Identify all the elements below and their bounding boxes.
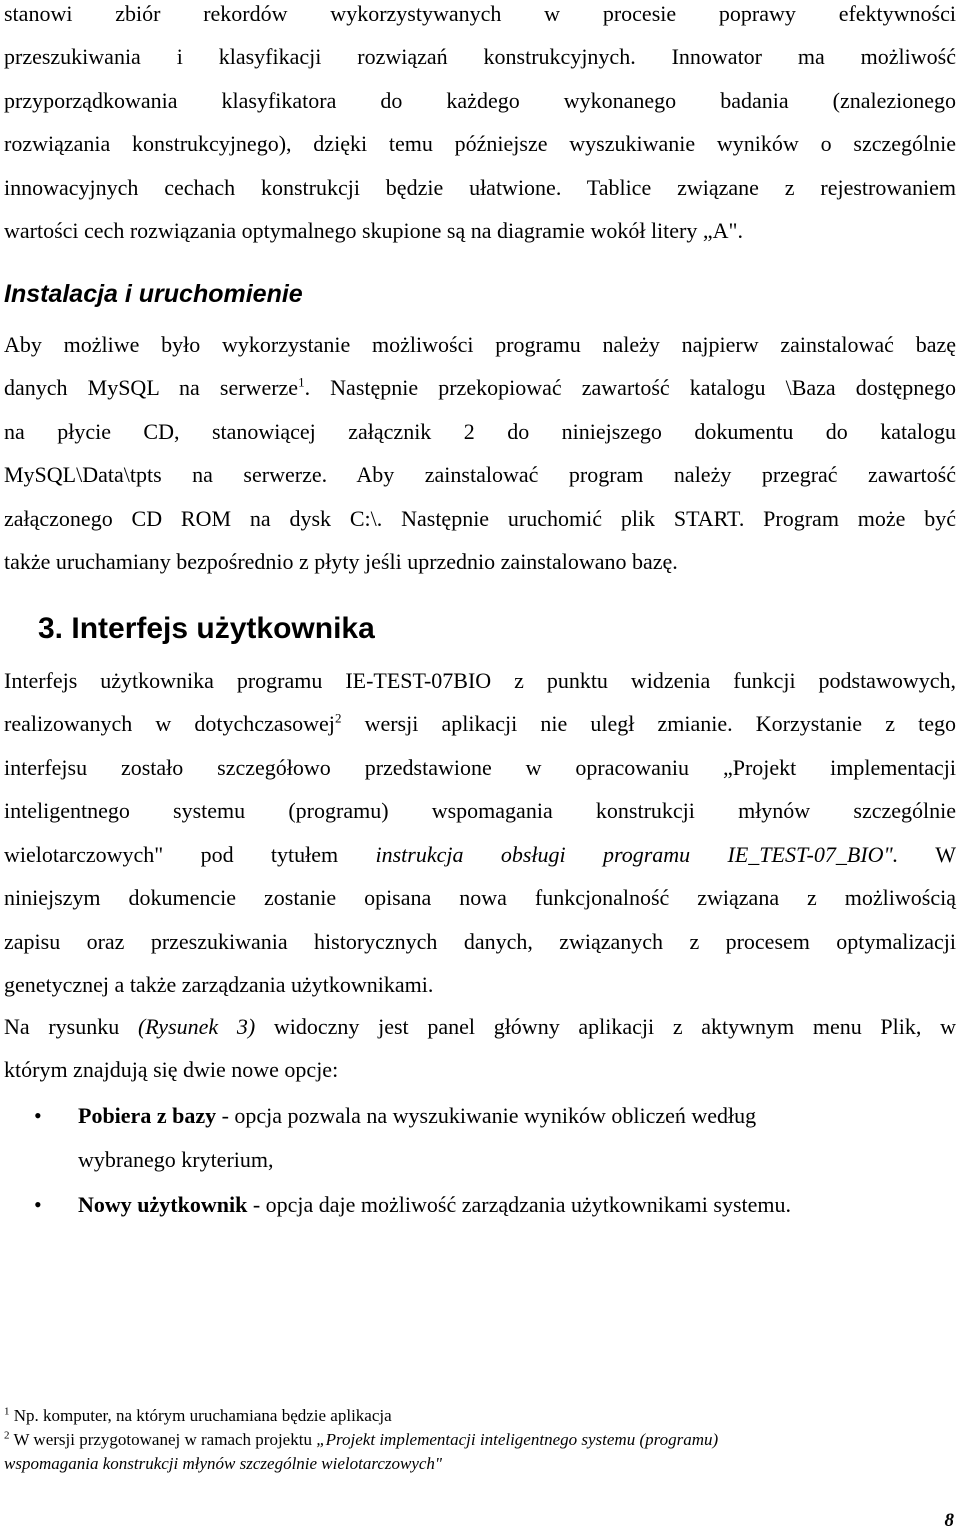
text-line: załączonego CD ROM na dysk C:\. Następnie uruchomić plik START. Program może być <box>4 506 956 531</box>
text-line: przyporządkowania klasyfikatora do każdego wykonanego badania (znalezionego <box>4 88 956 113</box>
text-line: rozwiązania konstrukcyjnego), dzięki temu późniejsze wyszukiwanie wyników o szczególnie <box>4 131 956 156</box>
list-item: Pobiera z bazy - opcja pozwala na wyszukiwanie wyników obliczeń według <box>78 1103 757 1128</box>
text-line: inteligentnego systemu (programu) wspomagania konstrukcji młynów szczególnie <box>4 798 956 823</box>
text-line: Aby możliwe było wykorzystanie możliwości programu należy najpierw zainstalować bazę <box>4 332 956 357</box>
text-line: stanowi zbiór rekordów wykorzystywanych w procesie poprawy efektywności <box>4 1 956 26</box>
footnote-2: $^2$ W wersji przygotowanej w ramach projektu „Projekt implementacji inteligentnego systemu (programu) <box>4 1429 719 1449</box>
footnote-2-continuation: wspomagania konstrukcji młynów szczególnie wielotarczowych" <box>4 1454 443 1473</box>
text-line: na płycie CD, stanowiącej załącznik 2 do niniejszego dokumentu do katalogu <box>4 419 956 444</box>
text-line: niniejszym dokumencie zostanie opisana nowa funkcjonalność związana z możliwością <box>4 885 956 910</box>
text-line: zapisu oraz przeszukiwania historycznych danych, związanych z procesem optymalizacji <box>4 929 956 954</box>
text-line: interfejsu zostało szczegółowo przedstawione w opracowaniu „Projekt implementacji <box>4 755 956 780</box>
bullet-icon: • <box>34 1192 42 1217</box>
text-line: także uruchamiany bezpośrednio z płyty jeśli uprzednio zainstalowano bazę. <box>4 549 678 574</box>
page-number: 8 <box>944 1510 954 1531</box>
text-line: realizowanych w dotychczasowej$^2$ wersji aplikacji nie uległ zmianie. Korzystanie z tego <box>4 710 956 736</box>
text-line: danych MySQL na serwerze$^1$. Następnie przekopiować zawartość katalogu \Baza dostępnego <box>4 374 956 400</box>
text-line: MySQL\Data\tpts na serwerze. Aby zainstalować program należy przegrać zawartość <box>4 462 956 487</box>
footnote-ref-1: 1 <box>298 374 305 390</box>
text-line: Na rysunku (Rysunek 3) widoczny jest panel główny aplikacji z aktywnym menu Plik, w <box>4 1014 956 1039</box>
text-line: wartości cech rozwiązania optymalnego skupione są na diagramie wokół litery „A". <box>4 218 743 243</box>
text-line: wielotarczowych" pod tytułem instrukcja obsługi programu IE_TEST-07_BIO". W <box>4 842 956 867</box>
list-item-continuation: wybranego kryterium, <box>78 1147 274 1172</box>
bullet-icon: • <box>34 1103 42 1128</box>
text-line: innowacyjnych cechach konstrukcji będzie ułatwione. Tablice związane z rejestrowaniem <box>4 175 956 200</box>
footnote-ref-2: 2 <box>334 710 342 726</box>
section-heading-install: Instalacja i uruchomienie <box>4 280 303 308</box>
text-line: przeszukiwania i klasyfikacji rozwiązań konstrukcyjnych. Innowator ma możliwość <box>4 44 956 69</box>
section-heading-interface: 3. Interfejs użytkownika <box>38 612 375 645</box>
text-line: którym znajdują się dwie nowe opcje: <box>4 1057 339 1082</box>
text-line: genetycznej a także zarządzania użytkownikami. <box>4 972 434 997</box>
text-line: Interfejs użytkownika programu IE-TEST-07BIO z punktu widzenia funkcji podstawowych, <box>4 668 956 693</box>
list-item: Nowy użytkownik - opcja daje możliwość zarządzania użytkownikami systemu. <box>78 1192 792 1217</box>
footnote-1: $^1$ Np. komputer, na którym uruchamiana będzie aplikacja <box>4 1405 392 1425</box>
